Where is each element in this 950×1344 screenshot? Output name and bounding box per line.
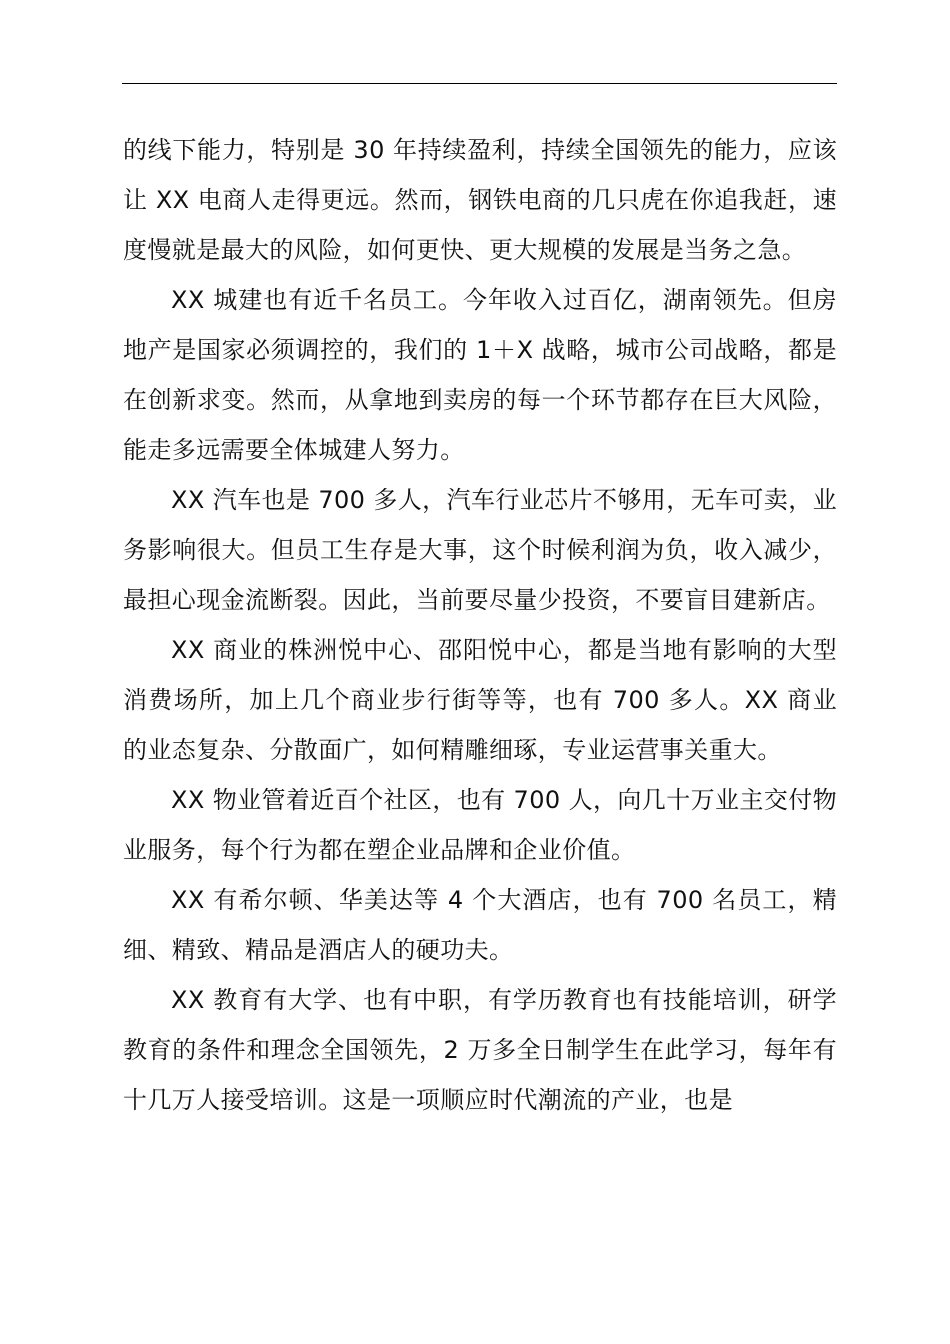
header-rule [122,83,837,84]
paragraph-ecommerce: 的线下能力，特别是 30 年持续盈利，持续全国领先的能力，应该让 XX 电商人走得更远。然而，钢铁电商的几只虎在你追我赶，速度慢就是最大的风险，如何更快、更大规模的发展是当务之急。 [123,136,837,264]
paragraph-property-management: XX 物业管着近百个社区，也有 700 人，向几十万业主交付物业服务，每个行为都在塑企业品牌和企业价值。 [123,786,837,864]
paragraph-automobile: XX 汽车也是 700 多人，汽车行业芯片不够用，无车可卖，业务影响很大。但员工生存是大事，这个时候利润为负，收入减少，最担心现金流断裂。因此，当前要尽量少投资，不要盲目建新店。 [123,486,837,614]
paragraph-hotels: XX 有希尔顿、华美达等 4 个大酒店，也有 700 名员工，精细、精致、精品是酒店人的硬功夫。 [123,886,837,964]
paragraph-commerce: XX 商业的株洲悦中心、邵阳悦中心，都是当地有影响的大型消费场所，加上几个商业步行街等等，也有 700 多人。XX 商业的业态复杂、分散面广，如何精雕细琢，专业运营事关重大。 [123,636,837,764]
paragraph-education: XX 教育有大学、也有中职，有学历教育也有技能培训，研学教育的条件和理念全国领先，2 万多全日制学生在此学习，每年有十几万人接受培训。这是一项顺应时代潮流的产业，也是 [123,986,837,1114]
paragraph-urban-construction: XX 城建也有近千名员工。今年收入过百亿，湖南领先。但房地产是国家必须调控的，我们的 1＋X 战略，城市公司战略，都是在创新求变。然而，从拿地到卖房的每一个环节都存在巨大风险，能走多远需要全体城建人努力。 [123,286,837,464]
document-body [123,125,837,1125]
